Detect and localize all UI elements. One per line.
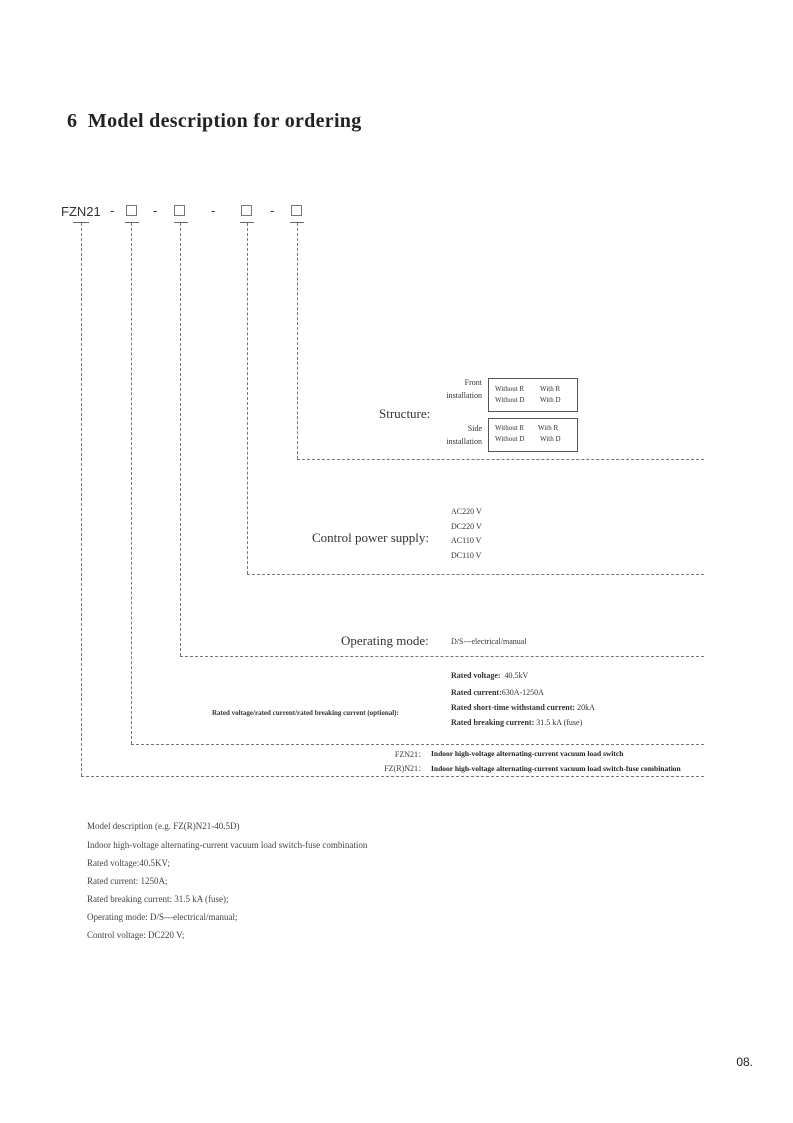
leader-horizontal	[81, 776, 704, 777]
example-line: Indoor high-voltage alternating-current vacuum load switch-fuse combination	[87, 840, 368, 850]
model-separator: -	[270, 203, 275, 218]
type-code: FZN21：	[394, 750, 426, 759]
model-slot-2	[174, 205, 185, 216]
leader-horizontal	[131, 744, 704, 745]
example-line: Rated breaking current: 31.5 kA (fuse);	[87, 894, 229, 904]
model-slot-4	[291, 205, 302, 216]
control-power-option: AC220 V	[451, 507, 482, 516]
model-slot-1	[126, 205, 137, 216]
example-line: Rated voltage:40.5KV;	[87, 858, 170, 868]
rated-withstand-current: Rated short-time withstand current: 20kA	[451, 703, 595, 712]
section-title: Model description for ordering	[87, 110, 362, 132]
type-description: Indoor high-voltage alternating-current vacuum load switch	[431, 749, 624, 758]
leader-horizontal	[297, 459, 704, 460]
underline-mark	[125, 222, 139, 223]
front-options-box: Without R With R Without D With D	[488, 378, 578, 412]
leader-horizontal	[247, 574, 704, 575]
control-power-label: Control power supply:	[312, 530, 429, 545]
section-number: 6	[67, 110, 78, 132]
type-code: FZ(R)N21：	[384, 764, 426, 773]
control-power-option: DC220 V	[451, 522, 482, 531]
leader-vertical	[297, 223, 298, 459]
side-label: Side installation	[446, 424, 482, 446]
section-heading	[67, 110, 362, 133]
leader-vertical	[81, 223, 82, 776]
underline-mark	[174, 222, 188, 223]
operating-mode-value: D/S---electrical/manual	[451, 637, 527, 646]
control-power-option: DC110 V	[451, 551, 482, 560]
rated-breaking-current: Rated breaking current: 31.5 kA (fuse)	[451, 718, 583, 727]
model-separator: -	[110, 203, 115, 218]
leader-vertical	[180, 223, 181, 656]
example-line: Operating mode: D/S---electrical/manual;	[87, 912, 238, 922]
structure-label: Structure:	[379, 406, 431, 421]
example-line: Control voltage: DC220 V;	[87, 930, 185, 940]
side-options-box: Without R With R Without D With D	[488, 418, 578, 452]
control-power-option: AC110 V	[451, 536, 482, 545]
model-separator: -	[153, 203, 158, 218]
example-line: Model description (e.g. FZ(R)N21-40.5D)	[87, 821, 240, 831]
model-separator: -	[211, 203, 216, 218]
model-slot-3	[241, 205, 252, 216]
example-line: Rated current: 1250A;	[87, 876, 168, 886]
operating-mode-label: Operating mode:	[341, 633, 429, 648]
front-label: Front installation	[446, 378, 482, 400]
rated-current: Rated current:630A-1250A	[451, 688, 544, 697]
type-description: Indoor high-voltage alternating-current vacuum load switch-fuse combination	[431, 764, 681, 773]
rated-label: Rated voltage/rated current/rated breaking current (optional):	[212, 709, 399, 717]
rated-voltage: Rated voltage: 40.5kV	[451, 671, 529, 680]
page-number: 08.	[736, 1055, 753, 1069]
leader-vertical	[247, 223, 248, 574]
leader-horizontal	[180, 656, 704, 657]
leader-vertical	[131, 223, 132, 744]
model-prefix: FZN21	[61, 204, 101, 219]
